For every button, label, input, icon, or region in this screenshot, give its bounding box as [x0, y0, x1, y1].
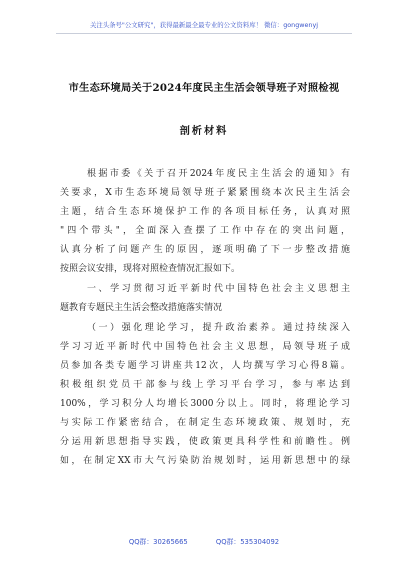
paragraph-line: "四个带头"，全面深入查摆了工作中存在的突出问题，	[60, 226, 350, 236]
document-title: 市生态环境局关于2024年度民主生活会领导班子对照检视	[68, 82, 340, 94]
paragraph-line: 主题，结合生态环境保护工作的各项目标任务，认真对照	[60, 207, 350, 217]
paragraph-line: （一）强化理论学习，提升政治素养。通过持续深入	[87, 323, 350, 333]
paragraph-line: 分运用新思想指导实践，使政策更具科学性和前瞻性。例	[60, 437, 350, 447]
paragraph-line: 按照会议安排，现将对照检查情况汇报如下。	[60, 264, 241, 274]
footer-qq-group-1: QQ群：30265665	[128, 538, 188, 546]
paragraph-line: 如，在制定XX市大气污染防治规划时，运用新思想中的绿	[60, 456, 350, 466]
header-divider	[56, 33, 352, 34]
footer-qq-group-2: QQ群：535304092	[215, 538, 280, 546]
paragraph-line: 与实际工作紧密结合，在制定生态环境政策、规划时，充	[60, 418, 350, 428]
paragraph-line: 100%，学习积分人均增长3000分以上。同时，将理论学习	[60, 399, 350, 409]
paragraph-line: 根据市委《关于召开2024年度民主生活会的通知》有	[87, 169, 350, 179]
footer-contact	[0, 536, 408, 546]
paragraph-line: 认真分析了问题产生的原因，逐项明确了下一步整改措施	[60, 245, 350, 255]
paragraph-line: 学习习近平新时代中国特色社会主义思想，局领导班子成	[60, 342, 350, 352]
paragraph-line: 积极组织党员干部参与线上学习平台学习，参与率达到	[60, 380, 350, 390]
paragraph-line: 关要求，X市生态环境局领导班子紧紧围绕本次民主生活会	[60, 188, 350, 198]
section-heading-line: 题教育专题民主生活会整改措施落实情况	[60, 303, 223, 313]
document-subtitle: 剖析材料	[179, 125, 229, 137]
header-banner: 关注头条号"公文研究"，获得最新最全最专业的公文资料库！ 微信：gongwenyj	[89, 21, 319, 29]
paragraph-line: 员参加各类专题学习讲座共12次，人均撰写学习心得8篇。	[60, 361, 350, 371]
section-heading-line: 一、学习贯彻习近平新时代中国特色社会主义思想主	[87, 284, 350, 294]
